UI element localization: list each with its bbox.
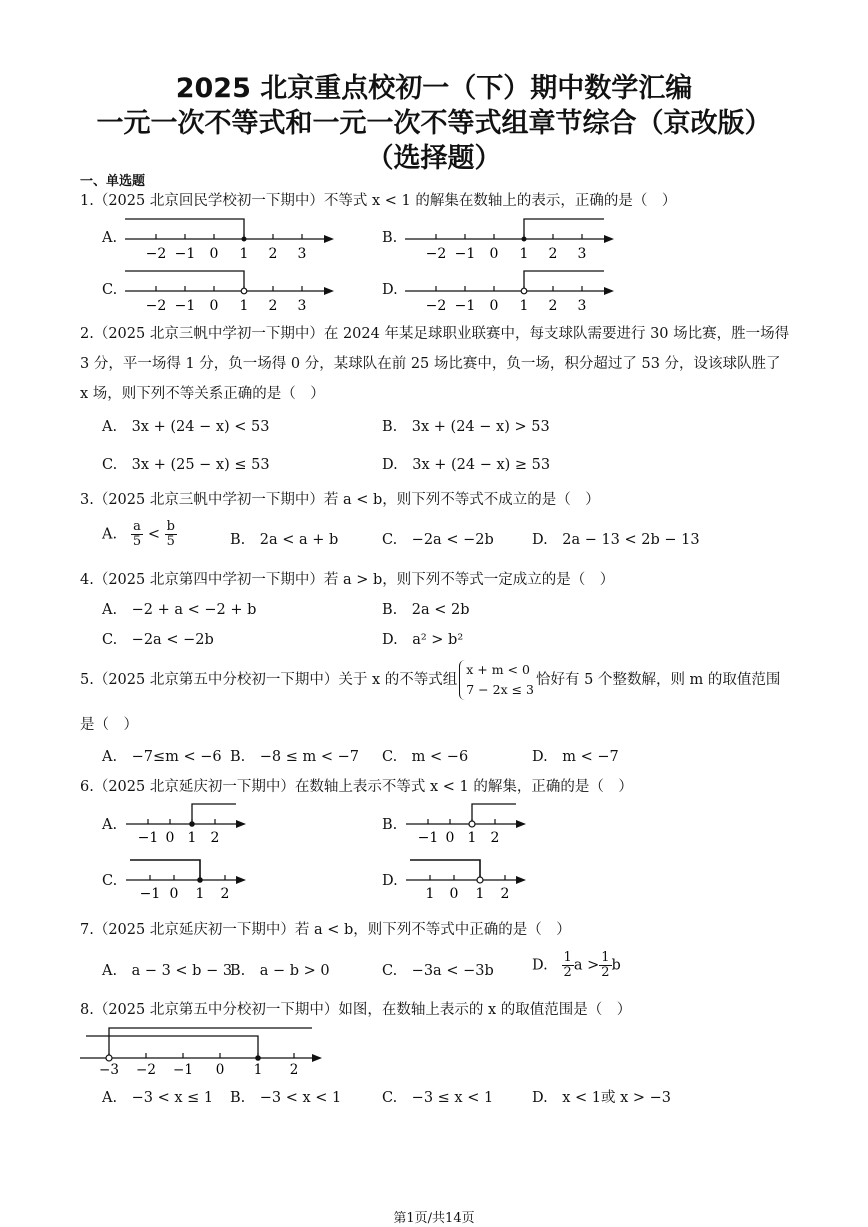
q6b-tick: 0 [445,830,455,846]
q1a-tick: 2 [268,246,278,262]
q5-option-a: A. −7≤m < −6 [102,749,222,765]
q8-tick: 1 [253,1062,263,1078]
question-5-stem-line2: 是（ ） [80,717,138,733]
q7-mid: a > [573,957,600,974]
question-7-stem: 7.（2025 北京延庆初一下期中）若 a < b，则下列不等式中正确的是（ ） [80,922,571,938]
q6c-tick: −1 [139,886,161,902]
q6d-tick: 0 [449,886,459,902]
q6-option-c-label: C. [102,873,118,889]
q1-option-a-label: A. [102,230,118,246]
q1a-tick: 0 [209,246,219,262]
q8-number-line [78,1024,328,1078]
q6d-tick: 2 [500,886,510,902]
question-8-stem: 8.（2025 北京第五中分校初一下期中）如图，在数轴上表示的 x 的取值范围是（ ） [80,1002,632,1018]
question-1-stem: 1.（2025 北京回民学校初一下期中）不等式 x < 1 的解集在数轴上的表示，正确的是（ ） [80,193,677,209]
q2-option-b: B. 3x + (24 − x) > 53 [382,419,550,435]
q5-option-c: C. m < −6 [382,749,469,765]
q6b-tick: 2 [490,830,500,846]
q7-option-c: C. −3a < −3b [382,963,494,979]
page-title-line1: 2025 北京重点校初一（下）期中数学汇编 [175,73,693,104]
q1-option-d-label: D. [382,282,398,298]
q1d-tick: 3 [577,298,587,314]
q6b-tick: −1 [417,830,439,846]
q1-number-line-c [120,264,340,316]
q8-option-d: D. x < 1或 x > −3 [532,1090,672,1106]
q7-end: b [611,957,621,974]
q6c-tick: 1 [195,886,205,902]
q6d-tick: 1 [475,886,485,902]
q6-option-d-label: D. [382,873,398,889]
q8-tick: 2 [289,1062,299,1078]
q7-option-d [532,951,621,980]
q8-option-c: C. −3 ≤ x < 1 [382,1090,494,1106]
q4-option-a: A. −2 + a < −2 + b [102,602,257,618]
q7-fraction-2: $\frac{1}{2}$ [601,950,610,980]
question-2-stem: 2.（2025 北京三帆中学初一下期中）在 2024 年某足球职业联赛中，每支球队需要进行 30 场比赛，胜一场得 3 分，平一场得 1 分，负一场得 0 分，某球队在前 25 场比赛中，负一场，积分超过了 53 分，设该球队胜了 x 场，则下列不等关系正确的是（ ） [80,326,790,402]
q6a-tick: −1 [137,830,159,846]
q7-option-d-label: D. [532,957,548,974]
q1b-tick: −1 [454,246,476,262]
q1d-tick: −1 [454,298,476,314]
section-heading: 一、单选题 [80,174,146,189]
q6-number-line-a [122,800,252,848]
q8-option-b: B. −3 < x < 1 [230,1090,342,1106]
q2-option-d: D. 3x + (24 − x) ≥ 53 [382,457,551,473]
q1b-tick: 3 [577,246,587,262]
page-footer: 第1页/共14页 [393,1211,475,1226]
q6-number-line-b [402,800,532,848]
q1-option-b-label: B. [382,230,398,246]
q8-tick: 0 [215,1062,225,1078]
q1c-tick: −1 [174,298,196,314]
q1c-tick: 3 [297,298,307,314]
q3-op: < [147,526,160,543]
q8-option-a: A. −3 < x ≤ 1 [102,1090,214,1106]
q6c-tick: 2 [220,886,230,902]
q2-option-c: C. 3x + (25 − x) ≤ 53 [102,457,270,473]
q1c-tick: 2 [268,298,278,314]
q1-number-line-d [400,264,620,316]
q1b-tick: 0 [489,246,499,262]
q4-option-d: D. a² > b² [382,632,464,648]
q4-option-b: B. 2a < 2b [382,602,470,618]
page-title-line2: 一元一次不等式和一元一次不等式组章节综合（京改版） [96,108,772,139]
q6a-tick: 2 [210,830,220,846]
q5-inequality-system: x + m < 0 7 − 2x ≤ 3 [459,660,534,700]
q1c-tick: −2 [145,298,167,314]
q1c-tick: 0 [209,298,219,314]
q5-stem-pre: 5.（2025 北京第五中分校初一下期中）关于 x 的不等式组 [80,672,458,688]
q5-stem-post: 恰好有 5 个整数解，则 m 的取值范围 [536,672,781,688]
q7-option-a: A. a − 3 < b − 3 [102,963,233,979]
q6a-tick: 1 [187,830,197,846]
question-6-stem: 6.（2025 北京延庆初一下期中）在数轴上表示不等式 x < 1 的解集，正确的是（ ） [80,779,633,795]
q6-option-a-label: A. [102,817,118,833]
q6-number-line-d [402,854,532,902]
q1d-tick: 1 [519,298,529,314]
q1-number-line-b [400,212,620,264]
q1-number-line-a [120,212,340,264]
q1b-tick: −2 [425,246,447,262]
q1b-tick: 1 [519,246,529,262]
q7-option-b: B. a − b > 0 [230,963,330,979]
q1-option-c-label: C. [102,282,118,298]
q7-fraction-1: $\frac{1}{2}$ [563,950,572,980]
question-4-stem: 4.（2025 北京第四中学初一下期中）若 a > b，则下列不等式一定成立的是（ ） [80,572,615,588]
q1a-tick: −1 [174,246,196,262]
q6c-tick: 0 [169,886,179,902]
q3-fraction-a: $\frac{a}{5}$ [132,519,142,549]
q1c-tick: 1 [239,298,249,314]
q3-option-c: C. −2a < −2b [382,532,494,548]
q3-option-b: B. 2a < a + b [230,532,339,548]
q3-option-a-label: A. [102,526,118,543]
q8-tick: −3 [99,1062,119,1078]
q4-option-c: C. −2a < −2b [102,632,214,648]
q1d-tick: −2 [425,298,447,314]
q1b-tick: 2 [548,246,558,262]
q1a-tick: −2 [145,246,167,262]
q6-number-line-c [122,854,252,902]
q6-option-b-label: B. [382,817,398,833]
question-3-stem: 3.（2025 北京三帆中学初一下期中）若 a < b，则下列不等式不成立的是（ ） [80,492,600,508]
q6a-tick: 0 [165,830,175,846]
question-5-stem [80,660,780,700]
q8-tick: −2 [136,1062,156,1078]
q6d-tick: 1 [425,886,435,902]
q3-fraction-b: $\frac{b}{5}$ [166,519,175,549]
q5-option-b: B. −8 ≤ m < −7 [230,749,359,765]
q1d-tick: 0 [489,298,499,314]
q2-option-a: A. 3x + (24 − x) < 53 [102,419,270,435]
q1d-tick: 2 [548,298,558,314]
q8-tick: −1 [173,1062,193,1078]
q1a-tick: 1 [239,246,249,262]
q3-option-a [102,520,177,549]
page-title-line3: （选择题） [366,143,502,174]
q5-option-d: D. m < −7 [532,749,619,765]
q1a-tick: 3 [297,246,307,262]
q6b-tick: 1 [467,830,477,846]
q3-option-d: D. 2a − 13 < 2b − 13 [532,532,700,548]
